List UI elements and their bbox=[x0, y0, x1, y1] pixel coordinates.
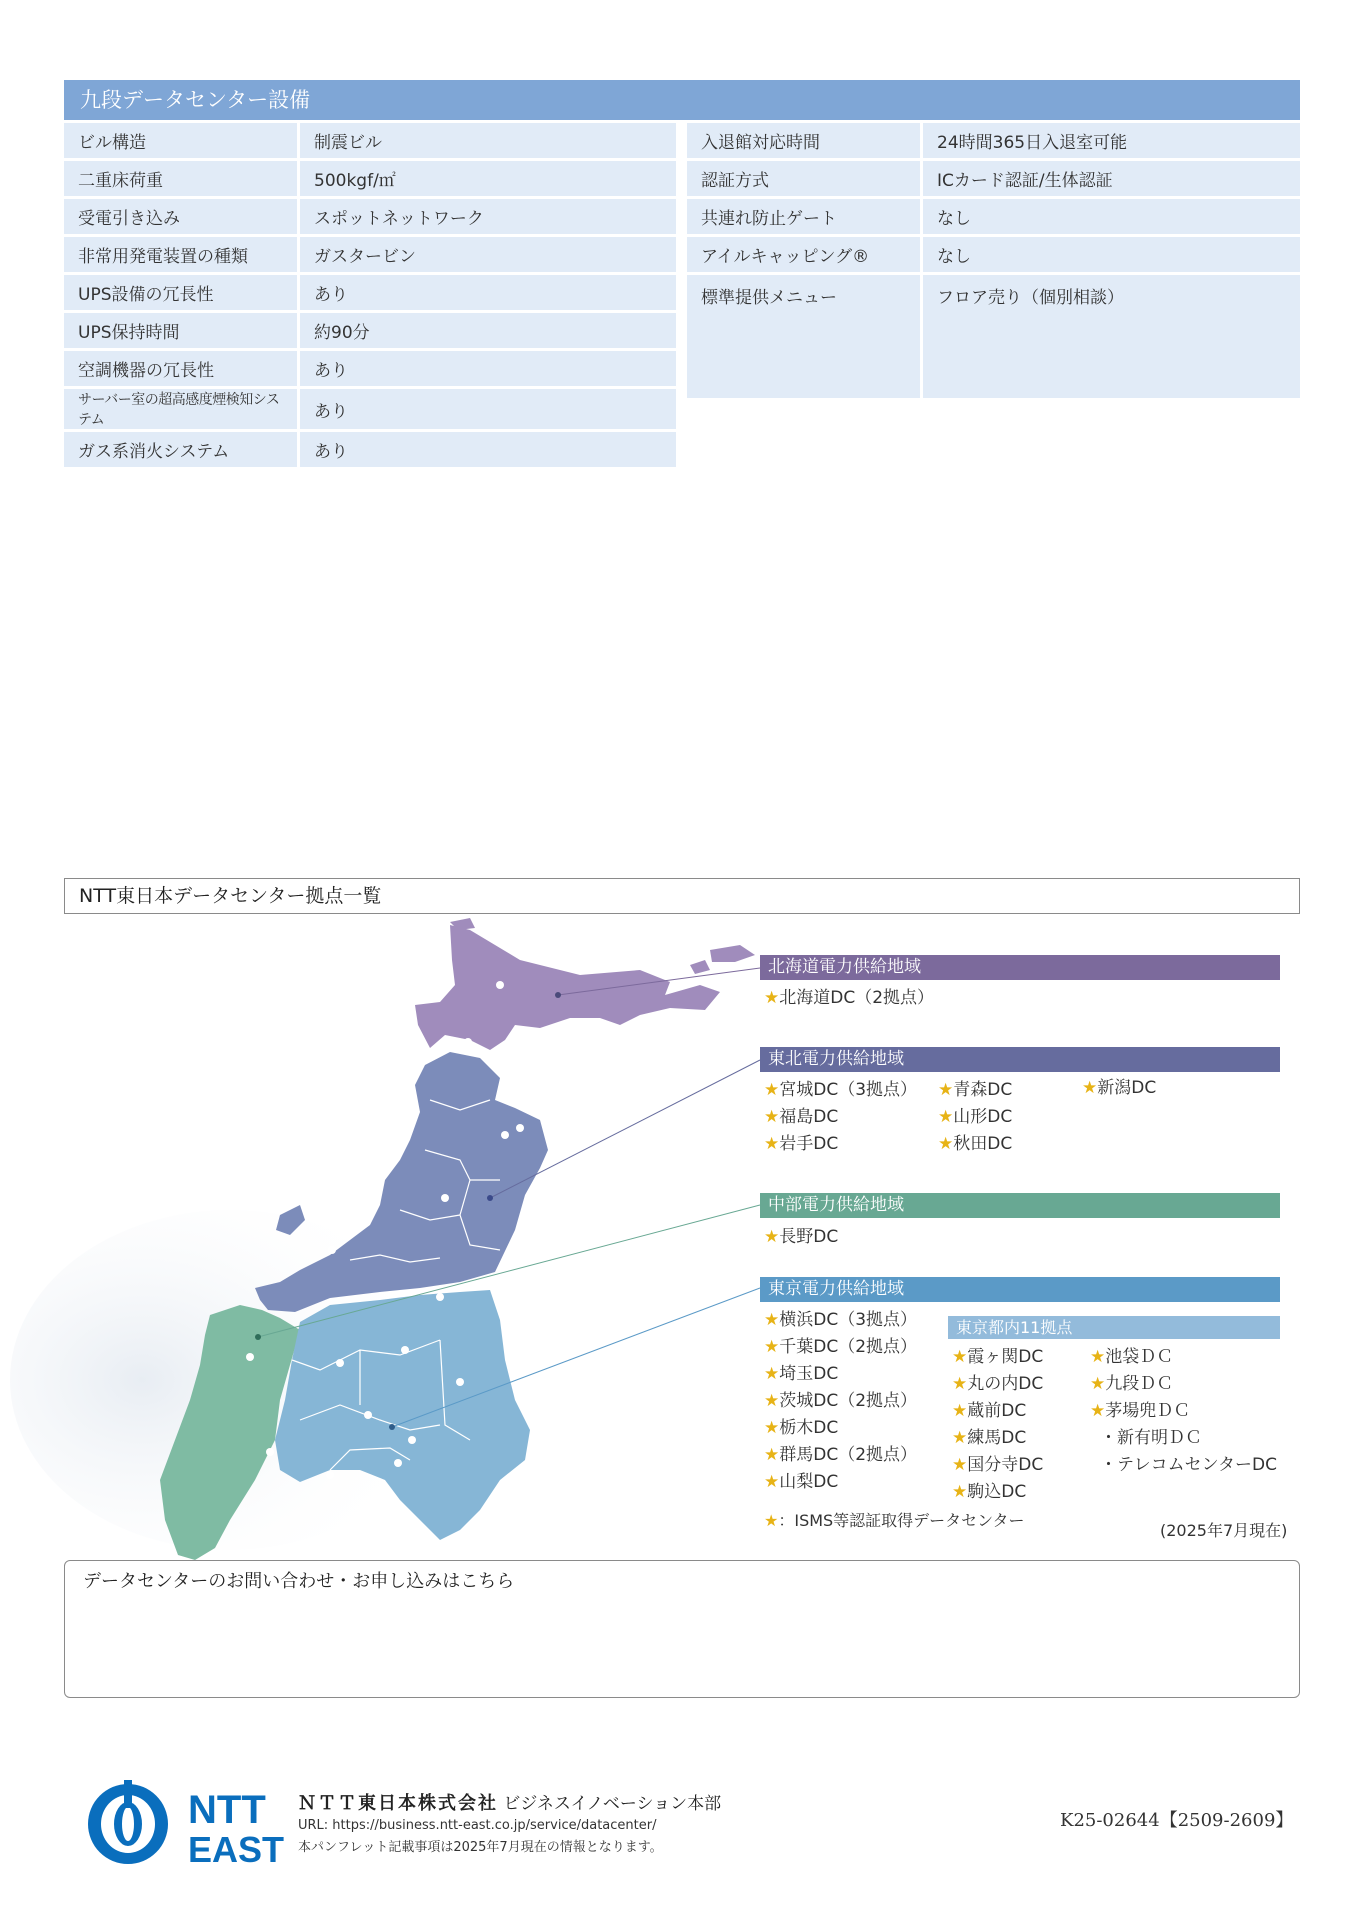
star-icon: ★ bbox=[938, 1107, 954, 1127]
dc-item: ★九段ＤＣ bbox=[1090, 1374, 1174, 1394]
dc-item: ★駒込DC bbox=[952, 1482, 1027, 1502]
dc-dot bbox=[328, 1246, 336, 1254]
region-bar-chubu: 中部電力供給地域 bbox=[760, 1193, 1280, 1218]
dc-item: ★宮城DC（3拠点） bbox=[764, 1080, 918, 1100]
spec-key: 非常用発電装置の種類 bbox=[64, 237, 300, 275]
spec-value: 制震ビル bbox=[300, 123, 676, 161]
dc-dot bbox=[441, 1194, 449, 1202]
spec-value: フロア売り（個別相談） bbox=[923, 275, 1300, 401]
dc-item: ★山梨DC bbox=[764, 1472, 839, 1492]
spec-value: なし bbox=[923, 199, 1300, 237]
table-row bbox=[687, 161, 1300, 199]
dc-dot bbox=[501, 1131, 509, 1139]
logo-text-east: EAST bbox=[188, 1829, 284, 1870]
spec-key: 二重床荷重 bbox=[64, 161, 300, 199]
star-icon: ★ bbox=[764, 1134, 780, 1154]
spec-value: 24時間365日入退室可能 bbox=[923, 123, 1300, 161]
table-row bbox=[64, 199, 676, 237]
region-bar-tokyo: 東京電力供給地域 bbox=[760, 1277, 1280, 1302]
star-icon: ★ bbox=[764, 1227, 780, 1247]
spec-key: 共連れ防止ゲート bbox=[687, 199, 923, 237]
dc-item: ・テレコムセンターDC bbox=[1100, 1455, 1277, 1475]
star-icon: ★ bbox=[764, 1107, 780, 1127]
legend-note: ★：ISMS等認証取得データセンター bbox=[764, 1511, 1025, 1530]
spec-value: あり bbox=[300, 389, 676, 432]
dc-dot bbox=[364, 1411, 372, 1419]
spec-value: スポットネットワーク bbox=[300, 199, 676, 237]
star-icon: ★ bbox=[764, 1472, 780, 1492]
specs-title: 九段データセンター設備 bbox=[64, 80, 1300, 120]
dc-dot bbox=[456, 1378, 464, 1386]
region-bar-tohoku: 東北電力供給地域 bbox=[760, 1047, 1280, 1072]
spec-key: サーバー室の超高感度煙検知システム bbox=[64, 389, 300, 432]
dc-dot bbox=[516, 1124, 524, 1132]
table-row bbox=[64, 123, 676, 161]
spec-key: 空調機器の冗長性 bbox=[64, 351, 300, 389]
dc-item: ★茨城DC（2拠点） bbox=[764, 1391, 918, 1411]
dc-dot bbox=[436, 1293, 444, 1301]
star-icon: ★ bbox=[764, 1337, 780, 1357]
table-row bbox=[64, 351, 676, 389]
spec-key: UPS保持時間 bbox=[64, 313, 300, 351]
company-line bbox=[298, 1789, 721, 1815]
dc-item: ★千葉DC（2拠点） bbox=[764, 1337, 918, 1357]
table-row bbox=[64, 389, 676, 432]
dc-dot bbox=[408, 1436, 416, 1444]
spec-value: ガスタービン bbox=[300, 237, 676, 275]
star-icon: ★ bbox=[764, 1310, 780, 1330]
dc-item: ★霞ヶ関DC bbox=[952, 1347, 1044, 1367]
tohoku-shape bbox=[255, 1052, 548, 1312]
dc-item: ★福島DC bbox=[764, 1107, 839, 1127]
star-icon: ★ bbox=[952, 1428, 968, 1448]
star-icon: ★ bbox=[764, 1080, 780, 1100]
tokyo-sub-bar: 東京都内11拠点 bbox=[948, 1316, 1280, 1339]
dc-dot bbox=[487, 1195, 493, 1201]
spec-value: あり bbox=[300, 275, 676, 313]
spec-value: あり bbox=[300, 432, 676, 470]
spec-key: 入退館対応時間 bbox=[687, 123, 923, 161]
dc-dot bbox=[394, 1459, 402, 1467]
dc-item: ★秋田DC bbox=[938, 1134, 1013, 1154]
table-row bbox=[687, 237, 1300, 275]
dc-list-title: NTT東日本データセンター拠点一覧 bbox=[64, 878, 1300, 914]
dc-item: ★群馬DC（2拠点） bbox=[764, 1445, 918, 1465]
as-of-date: (2025年7月現在) bbox=[1160, 1521, 1288, 1540]
table-row bbox=[687, 123, 1300, 161]
table-row bbox=[64, 313, 676, 351]
spec-key: 受電引き込み bbox=[64, 199, 300, 237]
dc-item: ★国分寺DC bbox=[952, 1455, 1044, 1475]
table-row bbox=[64, 237, 676, 275]
dc-dot bbox=[266, 1448, 274, 1456]
department-name: ビジネスイノベーション本部 bbox=[503, 1794, 722, 1814]
spec-key: 認証方式 bbox=[687, 161, 923, 199]
dc-dot bbox=[464, 1038, 472, 1046]
table-row bbox=[64, 432, 676, 470]
star-icon: ★ bbox=[764, 1364, 780, 1384]
spec-key: アイルキャッピング® bbox=[687, 237, 923, 275]
star-icon: ★ bbox=[1090, 1347, 1106, 1367]
spec-value: あり bbox=[300, 351, 676, 389]
star-icon: ★ bbox=[938, 1080, 954, 1100]
dc-dot bbox=[496, 981, 504, 989]
star-icon: ★ bbox=[764, 1418, 780, 1438]
dc-item: ★北海道DC（2拠点） bbox=[764, 988, 935, 1008]
star-icon: ★ bbox=[952, 1347, 968, 1367]
star-icon: ★ bbox=[952, 1401, 968, 1421]
dc-item: ★長野DC bbox=[764, 1227, 839, 1247]
dc-item: ★茅場兜ＤＣ bbox=[1090, 1401, 1191, 1421]
star-icon: ★ bbox=[1082, 1078, 1098, 1098]
ntt-east-logo bbox=[84, 1780, 284, 1870]
spec-value: 約90分 bbox=[300, 313, 676, 351]
star-icon: ★ bbox=[1090, 1401, 1106, 1421]
dc-item: ★岩手DC bbox=[764, 1134, 839, 1154]
dc-dot bbox=[555, 992, 561, 998]
table-row bbox=[687, 275, 1300, 401]
contact-text: データセンターのお問い合わせ・お申し込みはこちら bbox=[83, 1571, 515, 1592]
dc-dot bbox=[326, 1471, 334, 1479]
dc-item: ★練馬DC bbox=[952, 1428, 1027, 1448]
star-icon: ★ bbox=[952, 1482, 968, 1502]
star-icon: ★ bbox=[938, 1134, 954, 1154]
spec-key: ガス系消火システム bbox=[64, 432, 300, 470]
table-row bbox=[64, 275, 676, 313]
dc-dot bbox=[255, 1334, 261, 1340]
table-row bbox=[687, 199, 1300, 237]
dc-dot bbox=[389, 1424, 395, 1430]
document-code: K25-02644【2509-2609】 bbox=[1060, 1810, 1294, 1831]
dc-item: ★横浜DC（3拠点） bbox=[764, 1310, 918, 1330]
dc-dot bbox=[401, 1346, 409, 1354]
dc-item: ・新有明ＤＣ bbox=[1100, 1428, 1202, 1448]
table-row bbox=[64, 161, 676, 199]
dc-item: ★蔵前DC bbox=[952, 1401, 1027, 1421]
dc-item: ★池袋ＤＣ bbox=[1090, 1347, 1174, 1367]
star-icon: ★ bbox=[764, 1445, 780, 1465]
star-icon: ★ bbox=[764, 1511, 779, 1530]
spec-key: 標準提供メニュー bbox=[687, 275, 923, 401]
spec-key: ビル構造 bbox=[64, 123, 300, 161]
dc-item: ★山形DC bbox=[938, 1107, 1013, 1127]
dc-dot bbox=[336, 1359, 344, 1367]
dc-item: ★丸の内DC bbox=[952, 1374, 1044, 1394]
spec-value: 500kgf/㎡ bbox=[300, 161, 676, 199]
region-bar-hokkaido: 北海道電力供給地域 bbox=[760, 955, 1280, 980]
star-icon: ★ bbox=[1090, 1374, 1106, 1394]
specs-table-left bbox=[64, 123, 676, 470]
spec-key: UPS設備の冗長性 bbox=[64, 275, 300, 313]
hokkaido-shape bbox=[415, 925, 720, 1050]
dc-item: ★新潟DC bbox=[1082, 1078, 1157, 1098]
star-icon: ★ bbox=[764, 1391, 780, 1411]
logo-text-ntt: NTT bbox=[188, 1788, 266, 1832]
dc-item: ★青森DC bbox=[938, 1080, 1013, 1100]
company-name: ＮＴＴ東日本株式会社 bbox=[298, 1793, 498, 1814]
specs-table-right bbox=[687, 123, 1300, 401]
footer-url[interactable]: URL: https://business.ntt-east.co.jp/service/datacenter/ bbox=[298, 1818, 657, 1833]
dc-item: ★栃木DC bbox=[764, 1418, 839, 1438]
star-icon: ★ bbox=[952, 1455, 968, 1475]
contact-box bbox=[64, 1560, 1300, 1698]
spec-value: ICカード認証/生体認証 bbox=[923, 161, 1300, 199]
spec-value: なし bbox=[923, 237, 1300, 275]
dc-item: ★埼玉DC bbox=[764, 1364, 839, 1384]
dc-dot bbox=[246, 1353, 254, 1361]
footer-note: 本パンフレット記載事項は2025年7月現在の情報となります。 bbox=[298, 1840, 663, 1855]
star-icon: ★ bbox=[764, 988, 780, 1008]
star-icon: ★ bbox=[952, 1374, 968, 1394]
